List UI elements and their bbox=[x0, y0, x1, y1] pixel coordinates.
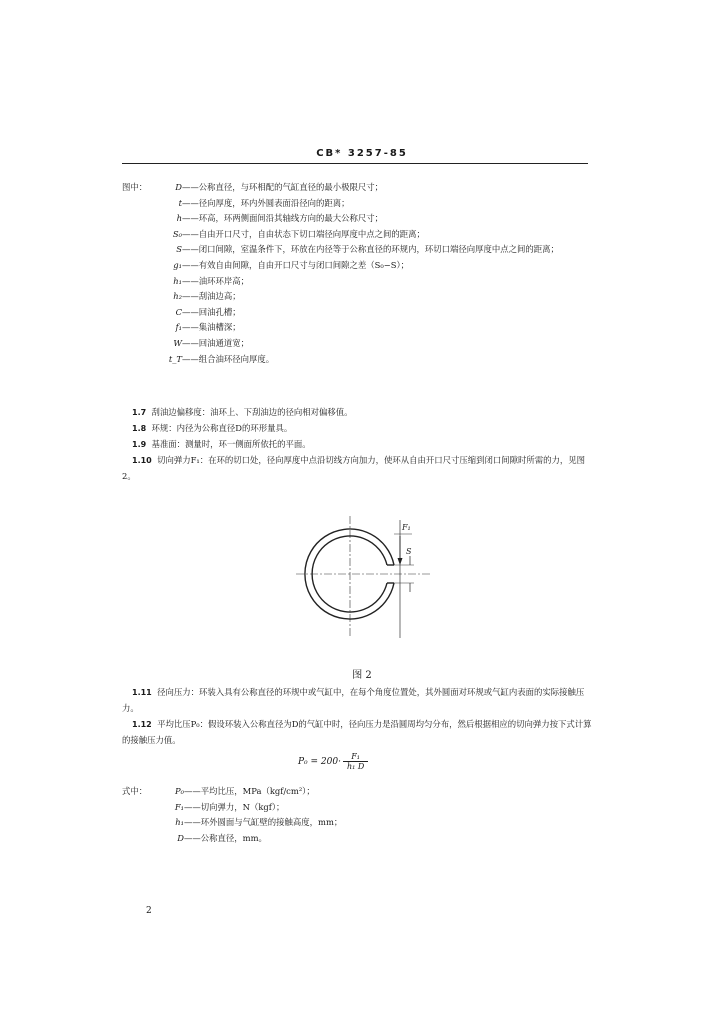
legend-desc: ——公称直径，与环相配的气缸直径的最小极限尺寸； bbox=[182, 182, 383, 192]
clause-1-9 bbox=[122, 437, 592, 453]
unit-item bbox=[122, 815, 592, 831]
formula-lhs: P₀ = 200· bbox=[298, 757, 341, 767]
legend-item bbox=[122, 258, 592, 274]
legend-symbol: g₁ bbox=[173, 259, 182, 270]
unit-symbol: P₀ bbox=[175, 786, 184, 796]
units-intro: 式中： bbox=[122, 786, 148, 796]
clause-text: 平均比压P₀：假设环装入公称直径为D的气缸中时，径向压力是沿圆周均匀分布，然后根据相应的切向弹力按下式计算的接触压力值。 bbox=[122, 719, 592, 745]
formula-denominator: h₁ D bbox=[346, 762, 365, 771]
legend-item bbox=[122, 336, 592, 352]
legend-symbol: C bbox=[175, 306, 182, 317]
unit-desc: ——平均比压，MPa（kgf/cm²）； bbox=[184, 786, 315, 796]
document-code: CB* 3257-85 bbox=[316, 148, 408, 159]
force-arrowhead bbox=[398, 558, 403, 565]
clause-text: 刮油边偏移度：油环上、下刮油边的径向相对偏移值。 bbox=[151, 407, 353, 417]
clause-1-11 bbox=[122, 685, 592, 716]
clause-number: 1.11 bbox=[132, 688, 152, 697]
piston-ring-diagram bbox=[290, 512, 450, 642]
legend-symbol: D bbox=[175, 182, 182, 192]
pressure-formula bbox=[298, 752, 368, 771]
clause-text: 切向弹力F₁：在环的切口处，径向厚度中点沿切线方向加力，使环从自由开口尺寸压缩到闭口间隙时所需的力，见图2。 bbox=[122, 455, 585, 481]
unit-symbol: D bbox=[177, 832, 184, 843]
legend-item bbox=[122, 305, 592, 321]
legend-symbol: h₁ bbox=[173, 275, 182, 286]
unit-desc: ——切向弹力，N（kgf）； bbox=[184, 801, 285, 812]
legend-item bbox=[122, 196, 592, 212]
formula-numerator: F₁ bbox=[343, 752, 368, 762]
legend-symbol: W bbox=[173, 337, 182, 348]
legend-desc: ——刮油边高； bbox=[182, 291, 241, 302]
clause-1-12 bbox=[122, 717, 592, 748]
clause-text: 基准面：测量时，环一侧面所依托的平面。 bbox=[151, 439, 311, 449]
legend-symbol: t bbox=[178, 197, 182, 208]
legend-symbol: h₂ bbox=[173, 291, 182, 302]
unit-symbol: F₁ bbox=[174, 801, 184, 812]
legend-item bbox=[122, 211, 592, 227]
legend-desc: ——回油通道宽； bbox=[182, 337, 249, 348]
legend-desc: ——集油槽深； bbox=[182, 322, 241, 333]
legend-item bbox=[122, 180, 592, 196]
formula-symbols bbox=[122, 784, 592, 846]
header-rule bbox=[122, 163, 588, 164]
legend-item bbox=[122, 289, 592, 305]
legend-item bbox=[122, 352, 592, 368]
legend-desc: ——组合油环径向厚度。 bbox=[182, 353, 275, 364]
page-number: 2 bbox=[146, 906, 152, 916]
clause-number: 1.12 bbox=[132, 720, 152, 729]
unit-item bbox=[122, 800, 592, 816]
clause-1-7 bbox=[122, 405, 592, 421]
legend-desc: ——闭口间隙，室温条件下，环放在内径等于公称直径的环规内，环切口端径向厚度中点之间的距离； bbox=[182, 244, 559, 255]
force-label: F₁ bbox=[402, 523, 411, 532]
legend-symbol: S₀ bbox=[172, 228, 182, 239]
unit-desc: ——环外圆面与气缸壁的接触高度，mm； bbox=[184, 817, 343, 828]
legend-desc: ——有效自由间隙，自由开口尺寸与闭口间隙之差（S₀−S）； bbox=[182, 259, 410, 270]
clause-text: 径向压力：环装入具有公称直径的环规中或气缸中，在每个角度位置处，其外圆面对环规或气缸内表面的实际接触压力。 bbox=[122, 687, 585, 713]
legend-desc: ——油环环岸高； bbox=[182, 275, 249, 286]
unit-item bbox=[122, 831, 592, 847]
clause-text: 环规：内径为公称直径D的环形量具。 bbox=[151, 423, 293, 433]
figure-2 bbox=[290, 512, 450, 642]
clause-1-8 bbox=[122, 421, 592, 437]
formula-fraction bbox=[343, 752, 368, 771]
legend-item bbox=[122, 227, 592, 243]
clause-number: 1.8 bbox=[132, 424, 147, 433]
unit-desc: ——公称直径，mm。 bbox=[184, 832, 267, 843]
legend-symbol: S bbox=[176, 244, 182, 255]
legend-desc: ——回油孔槽； bbox=[182, 306, 241, 317]
figure-caption: 图 2 bbox=[352, 670, 372, 681]
gap-label: S bbox=[406, 547, 412, 556]
legend-symbol: h bbox=[176, 213, 182, 224]
legend-desc: ——径向厚度，环内外圆表面沿径向的距离； bbox=[182, 197, 350, 208]
clause-1-10 bbox=[122, 453, 592, 484]
clause-number: 1.9 bbox=[132, 440, 147, 449]
legend-symbol: f₁ bbox=[175, 322, 182, 333]
legend-intro: 图中： bbox=[122, 182, 148, 192]
unit-item bbox=[122, 784, 592, 800]
clause-number: 1.7 bbox=[132, 408, 147, 417]
clause-number: 1.10 bbox=[132, 456, 152, 465]
legend-item bbox=[122, 274, 592, 290]
legend-item bbox=[122, 242, 592, 258]
figure-legend bbox=[122, 180, 592, 367]
legend-item bbox=[122, 320, 592, 336]
unit-symbol: h₁ bbox=[175, 817, 184, 828]
legend-desc: ——环高，环两侧面间沿其轴线方向的最大公称尺寸； bbox=[182, 213, 383, 224]
legend-symbol: t_T bbox=[168, 353, 182, 364]
legend-desc: ——自由开口尺寸，自由状态下切口端径向厚度中点之间的距离； bbox=[182, 228, 425, 239]
